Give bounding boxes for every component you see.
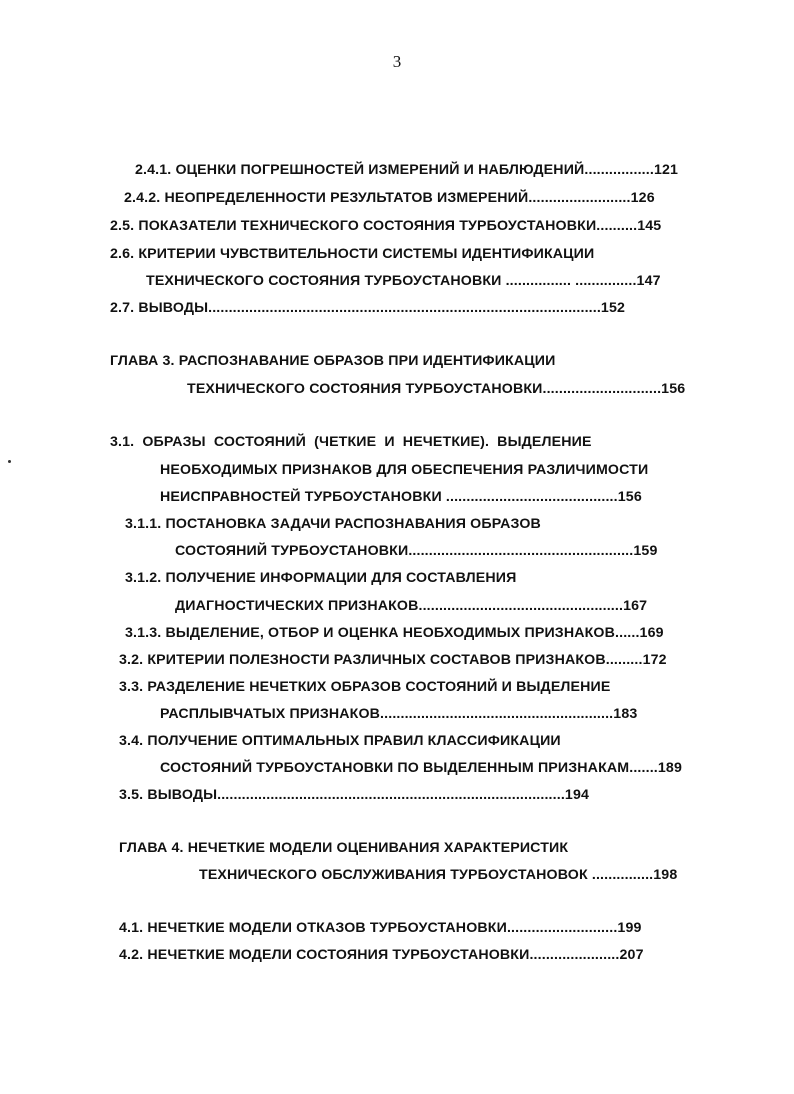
toc-chapter-3-heading: ГЛАВА 3. РАСПОЗНАВАНИЕ ОБРАЗОВ ПРИ ИДЕНТИФИКАЦИИ: [110, 353, 556, 369]
toc-entry-3-1-1: 3.1.1. ПОСТАНОВКА ЗАДАЧИ РАСПОЗНАВАНИЯ ОБРАЗОВ: [125, 516, 541, 532]
toc-entry-3-1-2: 3.1.2. ПОЛУЧЕНИЕ ИНФОРМАЦИИ ДЛЯ СОСТАВЛЕНИЯ: [125, 570, 517, 586]
toc-entry-2-4-2: 2.4.2. НЕОПРЕДЕЛЕННОСТИ РЕЗУЛЬТАТОВ ИЗМЕРЕНИЙ.........................126: [124, 190, 655, 206]
toc-entry-3-4: 3.4. ПОЛУЧЕНИЕ ОПТИМАЛЬНЫХ ПРАВИЛ КЛАССИФИКАЦИИ: [119, 733, 561, 749]
toc-entry-3-5: 3.5. ВЫВОДЫ.....................................................................................194: [119, 787, 590, 803]
toc-entry-3-1-1-continued: СОСТОЯНИЙ ТУРБОУСТАНОВКИ.......................................................159: [175, 543, 658, 559]
toc-entry-3-1-3: 3.1.3. ВЫДЕЛЕНИЕ, ОТБОР И ОЦЕНКА НЕОБХОДИМЫХ ПРИЗНАКОВ......169: [125, 625, 664, 641]
toc-entry-2-6-continued: ТЕХНИЧЕСКОГО СОСТОЯНИЯ ТУРБОУСТАНОВКИ ................ ...............147: [146, 273, 661, 289]
toc-entry-3-1-continued-a: НЕОБХОДИМЫХ ПРИЗНАКОВ ДЛЯ ОБЕСПЕЧЕНИЯ РАЗЛИЧИМОСТИ: [160, 462, 649, 478]
scan-speck: [8, 460, 11, 463]
toc-entry-3-3-continued: РАСПЛЫВЧАТЫХ ПРИЗНАКОВ.........................................................183: [160, 706, 638, 722]
toc-entry-4-1: 4.1. НЕЧЕТКИЕ МОДЕЛИ ОТКАЗОВ ТУРБОУСТАНОВКИ...........................199: [119, 920, 642, 936]
toc-entry-4-2: 4.2. НЕЧЕТКИЕ МОДЕЛИ СОСТОЯНИЯ ТУРБОУСТАНОВКИ......................207: [119, 947, 644, 963]
toc-entry-2-7: 2.7. ВЫВОДЫ................................................................................................152: [110, 300, 626, 316]
toc-chapter-4-heading-continued: ТЕХНИЧЕСКОГО ОБСЛУЖИВАНИЯ ТУРБОУСТАНОВОК ...............198: [199, 867, 678, 883]
page-number: 3: [392, 52, 402, 71]
toc-entry-3-3: 3.3. РАЗДЕЛЕНИЕ НЕЧЕТКИХ ОБРАЗОВ СОСТОЯНИЙ И ВЫДЕЛЕНИЕ: [119, 679, 611, 695]
toc-entry-3-4-continued: СОСТОЯНИЙ ТУРБОУСТАНОВКИ ПО ВЫДЕЛЕННЫМ ПРИЗНАКАМ.......189: [160, 760, 683, 776]
toc-chapter-4-heading: ГЛАВА 4. НЕЧЕТКИЕ МОДЕЛИ ОЦЕНИВАНИЯ ХАРАКТЕРИСТИК: [119, 840, 569, 856]
toc-entry-3-1: 3.1. ОБРАЗЫ СОСТОЯНИЙ (ЧЕТКИЕ И НЕЧЕТКИЕ). ВЫДЕЛЕНИЕ: [110, 434, 592, 450]
toc-entry-2-6: 2.6. КРИТЕРИИ ЧУВСТВИТЕЛЬНОСТИ СИСТЕМЫ ИДЕНТИФИКАЦИИ: [110, 246, 595, 262]
toc-entry-2-4-1: 2.4.1. ОЦЕНКИ ПОГРЕШНОСТЕЙ ИЗМЕРЕНИЙ И НАБЛЮДЕНИЙ.................121: [135, 162, 679, 178]
toc-chapter-3-heading-continued: ТЕХНИЧЕСКОГО СОСТОЯНИЯ ТУРБОУСТАНОВКИ.............................156: [187, 381, 686, 397]
toc-entry-3-2: 3.2. КРИТЕРИИ ПОЛЕЗНОСТИ РАЗЛИЧНЫХ СОСТАВОВ ПРИЗНАКОВ.........172: [119, 652, 667, 668]
toc-entry-3-1-continued-b: НЕИСПРАВНОСТЕЙ ТУРБОУСТАНОВКИ ..........................................156: [160, 489, 642, 505]
toc-entry-3-1-2-continued: ДИАГНОСТИЧЕСКИХ ПРИЗНАКОВ..................................................167: [175, 598, 648, 614]
toc-entry-2-5: 2.5. ПОКАЗАТЕЛИ ТЕХНИЧЕСКОГО СОСТОЯНИЯ ТУРБОУСТАНОВКИ..........145: [110, 218, 662, 234]
